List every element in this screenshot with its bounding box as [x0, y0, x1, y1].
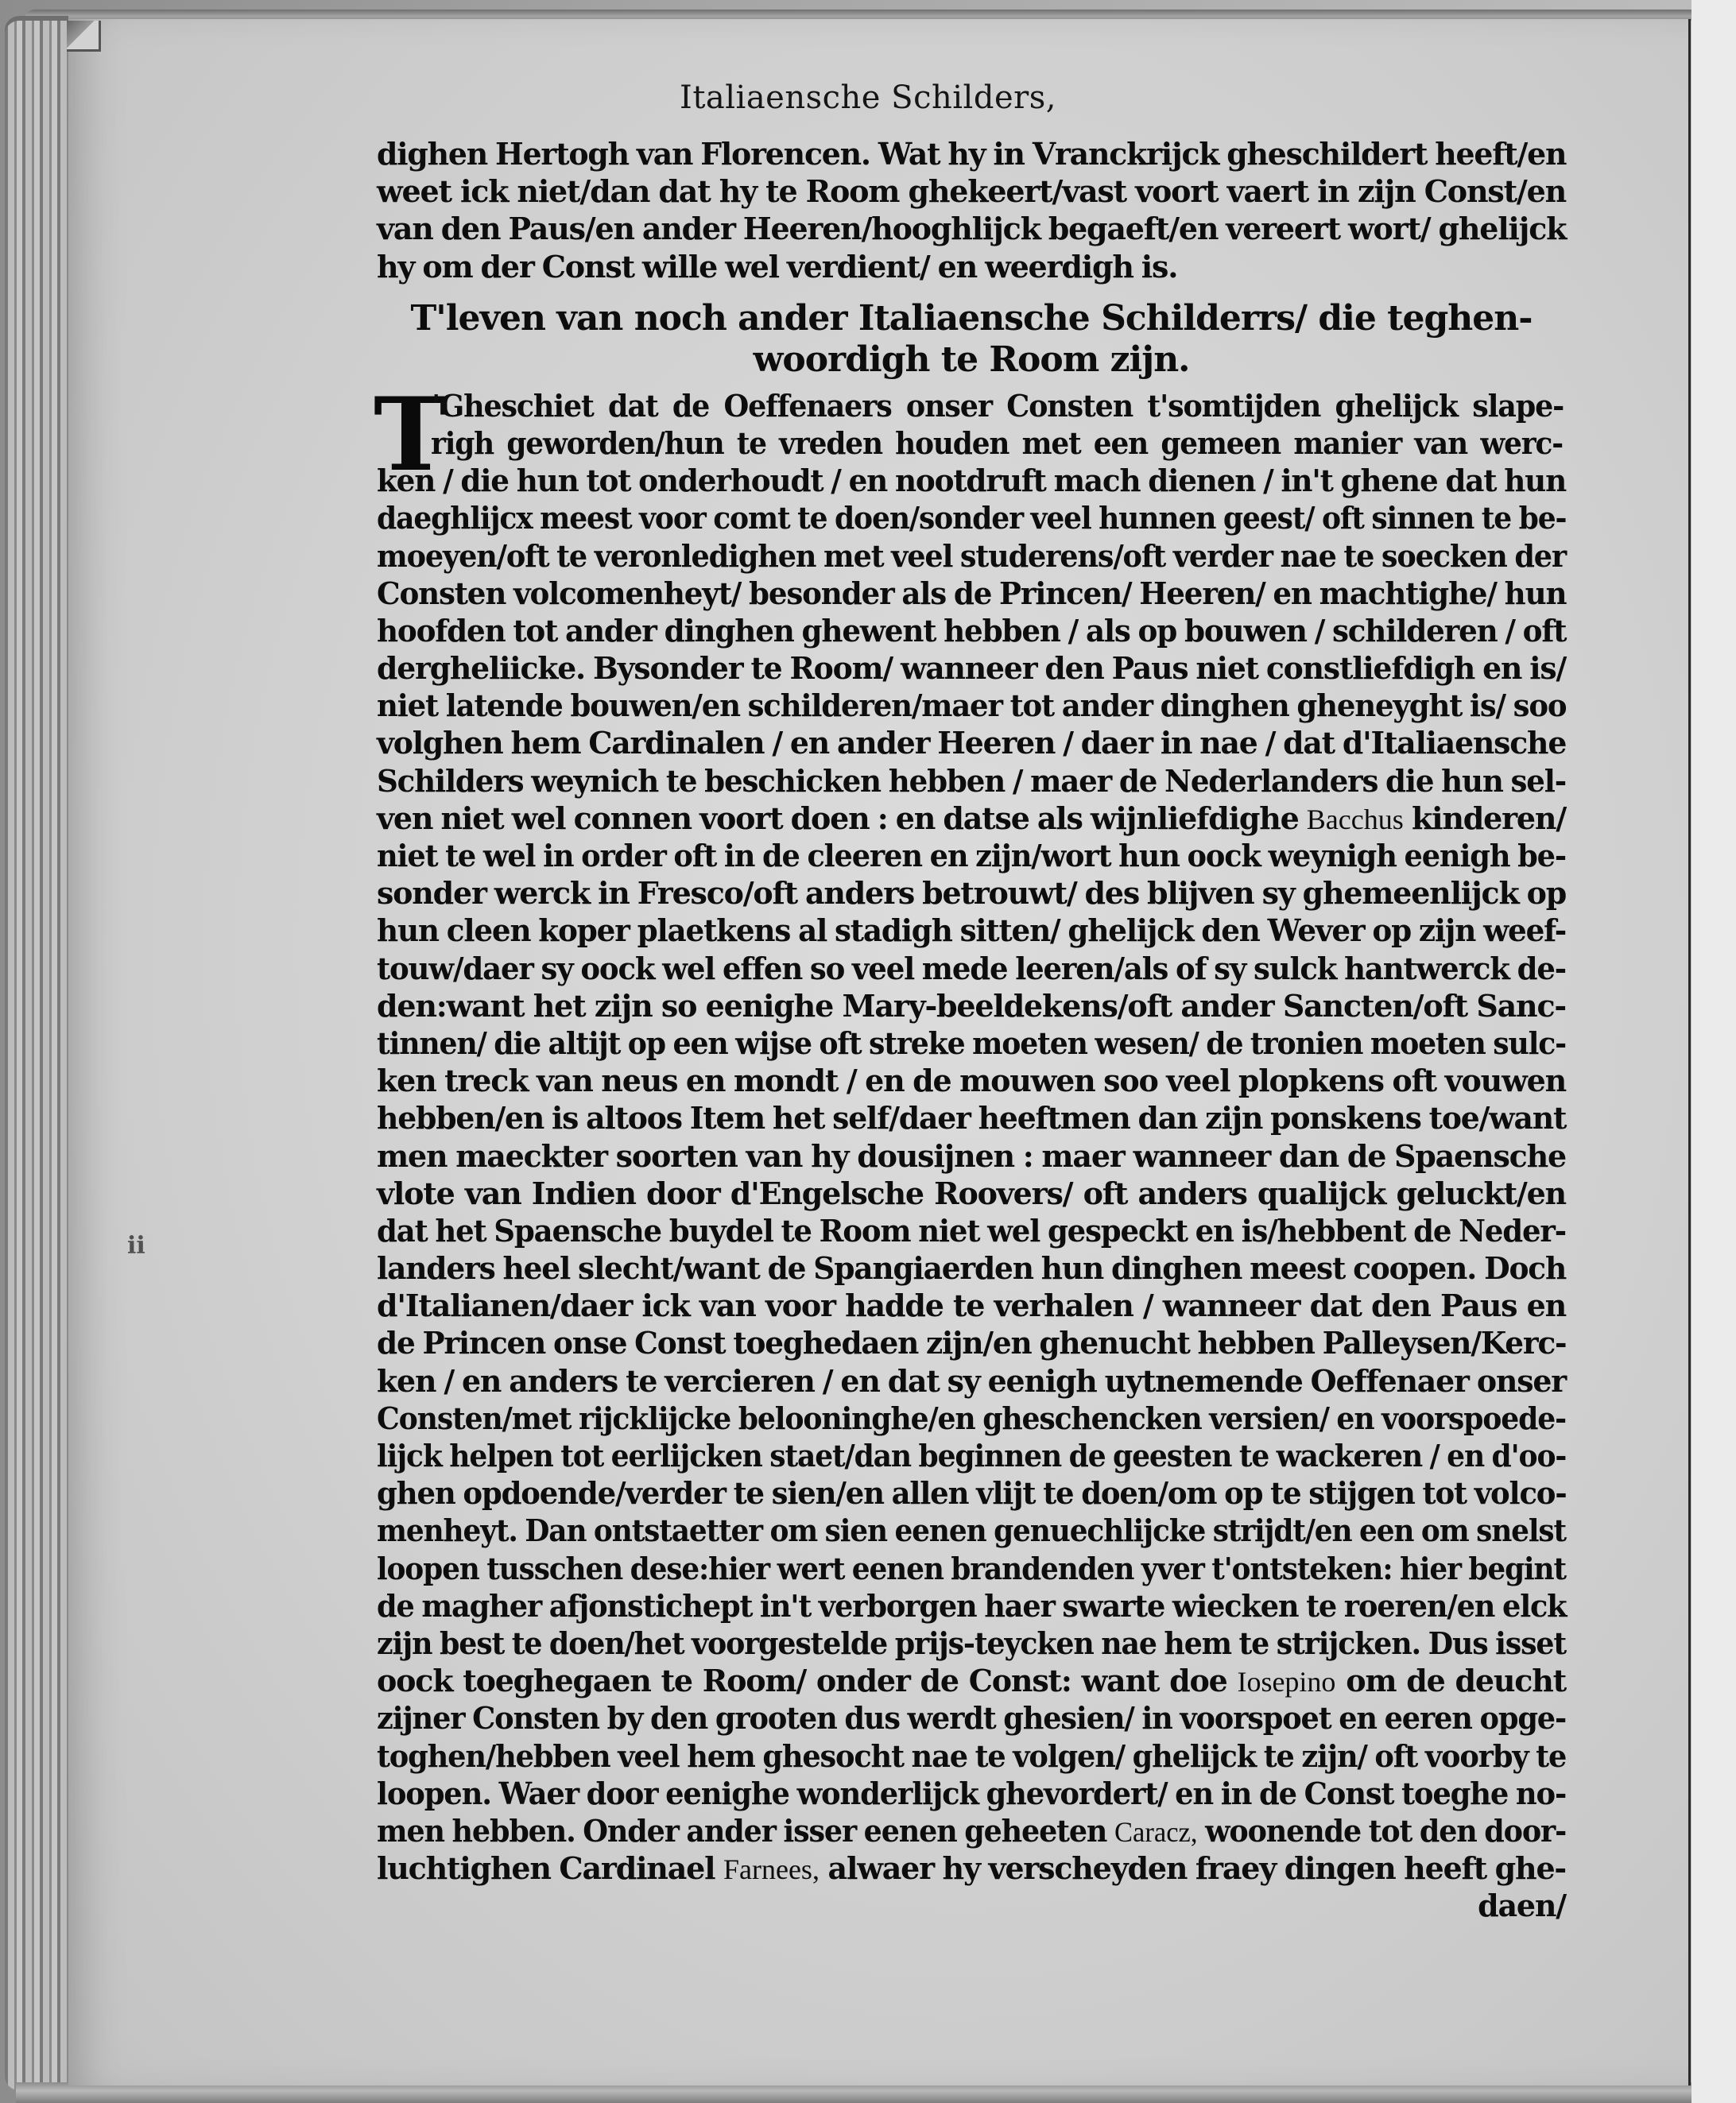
text-line: weet ick niet/dan dat hy te Room ghekeert/vast voort vaert in zijn Const/en — [377, 173, 1566, 210]
text-line: dighen Hertogh van Florencen. Wat hy in Vranckrijck gheschildert heeft/en — [377, 136, 1567, 172]
text-line: den:want het zijn so eenighe Mary-beeldekens/oft ander Sancten/oft Sanc- — [377, 987, 1566, 1024]
text-line: 'Gheschiet dat de Oeffenaers onser Consten t'somtijden ghelijck slape- — [432, 387, 1564, 424]
text-line: luchtighen Cardinael Farnees, alwaer hy verscheyden fraey dingen heeft ghe- — [377, 1850, 1566, 1887]
text-line: hun cleen koper plaetkens al stadigh sitten/ ghelijck den Wever op zijn weef- — [377, 912, 1567, 949]
body-paragraph — [374, 375, 1567, 1925]
text-line: ken treck van neus en mondt / en de mouwen soo veel plopkens oft vouwen — [377, 1063, 1566, 1099]
roman-type-word: Bacchus — [1306, 803, 1404, 835]
text-line: men maeckter soorten van hy dousijnen : maer wanneer dan de Spaensche — [377, 1137, 1566, 1174]
text-line: volghen hem Cardinalen / en ander Heeren / daer in nae / dat d'Italiaensche — [377, 725, 1567, 761]
text-line: de magher afjonstichept in't verborgen haer swarte wiecken te roeren/en elck — [377, 1587, 1567, 1624]
section-heading — [377, 298, 1566, 381]
continuation-paragraph — [377, 135, 1566, 285]
text-line: landers heel slecht/want de Spangiaerden hun dinghen meest coopen. Doch — [377, 1250, 1567, 1287]
text-line: daeghlijcx meest voor comt te doen/sonder veel hunnen geest/ oft sinnen te be- — [377, 500, 1567, 536]
roman-type-word: Iosepino — [1237, 1666, 1336, 1698]
roman-type-word: Caracz, — [1114, 1815, 1198, 1848]
text-line: niet te wel in order oft in de cleeren en zijn/wort hun oock weynigh eenigh be- — [377, 838, 1566, 873]
text-line: menheyt. Dan ontstaetter om sien eenen genuechlijcke strijdt/en een om snelst — [377, 1512, 1566, 1549]
text-line: niet latende bouwen/en schilderen/maer tot ander dinghen gheneyght is/ soo — [377, 687, 1567, 724]
text-line: lijck helpen tot eerlijcken staet/dan beginnen de geesten te wackeren / en d'oo- — [377, 1438, 1567, 1474]
text-line: loopen. Waer door eenighe wonderlijck ghevordert/ en in de Const toeghe no- — [377, 1775, 1567, 1811]
folded-corner-icon — [67, 21, 101, 52]
text-line: ken / en anders te vercieren / en dat sy eenigh uytnemende Oeffenaer onser — [377, 1362, 1567, 1399]
margin-annotation: ii — [127, 1232, 145, 1260]
text-line: hebben/en is altoos Item het self/daer heeftmen dan zijn ponskens toe/want — [377, 1100, 1567, 1137]
text-line: van den Paus/en ander Heeren/hooghlijck begaeft/en vereert wort/ ghelijck — [377, 211, 1567, 247]
text-line: Schilders weynich te beschicken hebben / maer de Nederlanders die hun sel- — [377, 762, 1566, 799]
catchword: daen/ — [1478, 1888, 1566, 1924]
text-line: toghen/hebben veel hem ghesocht nae te volgen/ ghelijck te zijn/ oft voorby te — [377, 1737, 1567, 1774]
text-line: touw/daer sy oock wel effen so veel mede leeren/als of sy sulck hantwerck de- — [377, 950, 1566, 986]
roman-type-word: Farnees, — [723, 1853, 820, 1886]
text-line: de Princen onse Const toeghedaen zijn/en ghenucht hebben Palleysen/Kerc- — [377, 1325, 1567, 1361]
text-line: oock toeghegaen te Room/ onder de Const: want doe Iosepino om de deucht — [377, 1663, 1566, 1699]
text-line: hoofden tot ander dinghen ghewent hebben / als op bouwen / schilderen / oft — [377, 612, 1567, 649]
text-line: righ geworden/hun te vreden houden met een gemeen manier van werc- — [430, 424, 1563, 461]
text-line: ken / die hun tot onderhoudt / en nootdruft mach dienen / in't ghene dat hun — [377, 463, 1567, 499]
text-line: vlote van Indien door d'Engelsche Roovers/ oft anders qualijck geluckt/en — [377, 1175, 1566, 1211]
text-line: zijn best te doen/het voorgestelde prijs-teycken nae hem te strijcken. Dus isset — [377, 1625, 1566, 1661]
text-line: hy om der Const wille wel verdient/ en weerdigh is. — [377, 248, 1178, 285]
text-block — [374, 135, 1567, 1924]
page-stack-left-edge — [5, 16, 68, 2090]
heading-line: T'leven van noch ander Italiaensche Schilderrs/ die teghen- — [410, 297, 1533, 339]
text-line: zijner Consten by den grooten dus werdt ghesien/ in voorspoet en eeren opge- — [377, 1700, 1567, 1737]
text-line: moeyen/oft te veronledighen met veel studerens/oft verder nae te soecken der — [377, 537, 1567, 574]
text-line: men hebben. Onder ander isser eenen geheeten Caracz, woonende tot den door- — [377, 1812, 1567, 1849]
text-line: d'Italianen/daer ick van voor hadde te verhalen / wanneer dat den Paus en — [377, 1288, 1566, 1324]
heading-line: woordigh te Room zijn. — [753, 339, 1190, 380]
text-line: Consten volcomenheyt/ besonder als de Princen/ Heeren/ en machtighe/ hun — [377, 575, 1567, 611]
text-line: dergheliicke. Bysonder te Room/ wanneer den Paus niet constliefdigh en is/ — [377, 650, 1567, 687]
text-line: ven niet wel connen voort doen : en datse als wijnliefdighe Bacchus kinderen/ — [377, 800, 1566, 836]
text-line: loopen tusschen dese:hier wert eenen brandenden yver t'ontsteken: hier begint — [377, 1550, 1566, 1586]
running-head: Italiaensche Schilders, — [680, 79, 1056, 116]
text-line: sonder werck in Fresco/oft anders betrouwt/ des blijven sy ghemeenlijck op — [377, 875, 1567, 912]
text-line: tinnen/ die altijt op een wijse oft streke moeten wesen/ de tronien moeten sulc- — [377, 1024, 1567, 1061]
text-line: dat het Spaensche buydel te Room niet wel gespeckt en is/hebbent de Neder- — [377, 1212, 1566, 1249]
drop-cap-initial: T — [374, 375, 448, 494]
text-line: ghen opdoende/verder te sien/en allen vlijt te doen/om op te stijgen tot volco- — [377, 1475, 1567, 1512]
facing-page-edge — [1691, 0, 1736, 2103]
text-line: Consten/met rijcklijcke belooninghe/en gheschencken versien/ en voorspoede- — [377, 1400, 1567, 1436]
